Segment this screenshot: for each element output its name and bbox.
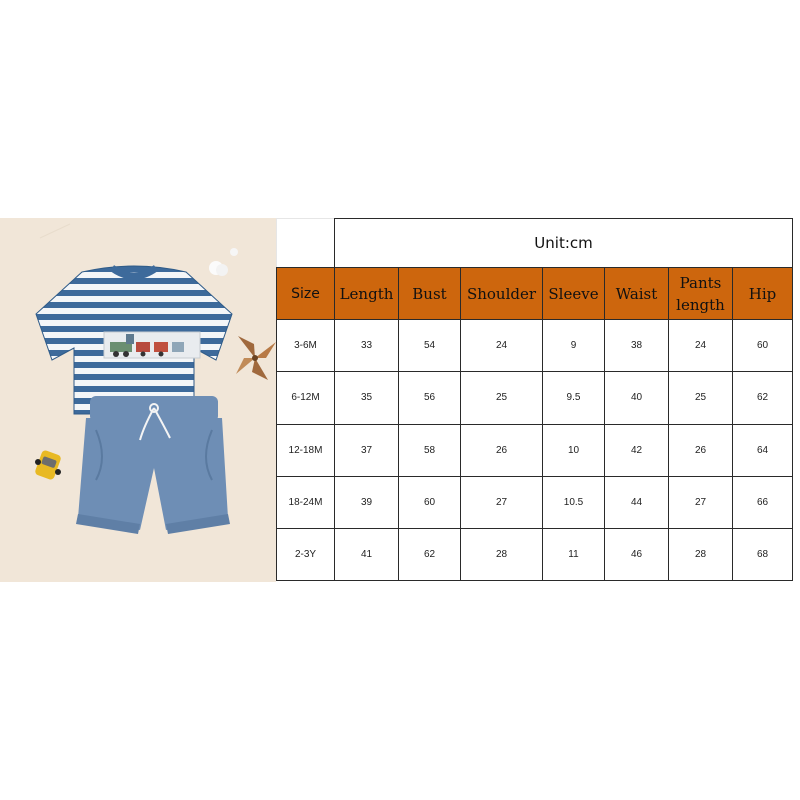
measure-cell: 25	[461, 372, 543, 424]
measure-cell: 62	[399, 528, 461, 580]
measure-cell: 38	[605, 320, 669, 372]
measure-cell: 68	[733, 528, 793, 580]
header-row	[277, 268, 793, 320]
measure-cell: 46	[605, 528, 669, 580]
measure-cell: 28	[669, 528, 733, 580]
column-header: Hip	[733, 268, 793, 320]
size-chart-body	[277, 219, 793, 581]
measure-cell: 58	[399, 424, 461, 476]
outfit-illustration	[0, 218, 276, 582]
column-header: Shoulder	[461, 268, 543, 320]
column-header: Size	[277, 268, 335, 320]
measure-cell: 42	[605, 424, 669, 476]
measure-cell: 44	[605, 476, 669, 528]
table-row	[277, 476, 793, 528]
measure-cell: 26	[461, 424, 543, 476]
column-header: Length	[335, 268, 399, 320]
column-header: Pants length	[669, 268, 733, 320]
measure-cell: 64	[733, 424, 793, 476]
measure-cell: 33	[335, 320, 399, 372]
size-cell: 2-3Y	[277, 528, 335, 580]
size-cell: 6-12M	[277, 372, 335, 424]
measure-cell: 35	[335, 372, 399, 424]
measure-cell: 39	[335, 476, 399, 528]
column-header: Sleeve	[543, 268, 605, 320]
table-row	[277, 424, 793, 476]
product-photo	[0, 218, 276, 582]
measure-cell: 24	[669, 320, 733, 372]
measure-cell: 9	[543, 320, 605, 372]
measure-cell: 27	[669, 476, 733, 528]
unit-row	[277, 219, 793, 268]
size-cell: 3-6M	[277, 320, 335, 372]
column-header: Bust	[399, 268, 461, 320]
column-header: Waist	[605, 268, 669, 320]
measure-cell: 28	[461, 528, 543, 580]
measure-cell: 60	[399, 476, 461, 528]
measure-cell: 25	[669, 372, 733, 424]
measure-cell: 10.5	[543, 476, 605, 528]
table-row	[277, 372, 793, 424]
measure-cell: 27	[461, 476, 543, 528]
table-row	[277, 528, 793, 580]
measure-cell: 60	[733, 320, 793, 372]
measure-cell: 40	[605, 372, 669, 424]
measure-cell: 66	[733, 476, 793, 528]
table-row	[277, 320, 793, 372]
measure-cell: 24	[461, 320, 543, 372]
size-cell: 12-18M	[277, 424, 335, 476]
measure-cell: 56	[399, 372, 461, 424]
measure-cell: 37	[335, 424, 399, 476]
measure-cell: 11	[543, 528, 605, 580]
size-chart-table	[276, 218, 793, 581]
measure-cell: 26	[669, 424, 733, 476]
blank-corner-cell	[277, 219, 335, 268]
size-cell: 18-24M	[277, 476, 335, 528]
unit-label: Unit:cm	[335, 219, 793, 268]
measure-cell: 41	[335, 528, 399, 580]
measure-cell: 10	[543, 424, 605, 476]
measure-cell: 62	[733, 372, 793, 424]
measure-cell: 9.5	[543, 372, 605, 424]
measure-cell: 54	[399, 320, 461, 372]
